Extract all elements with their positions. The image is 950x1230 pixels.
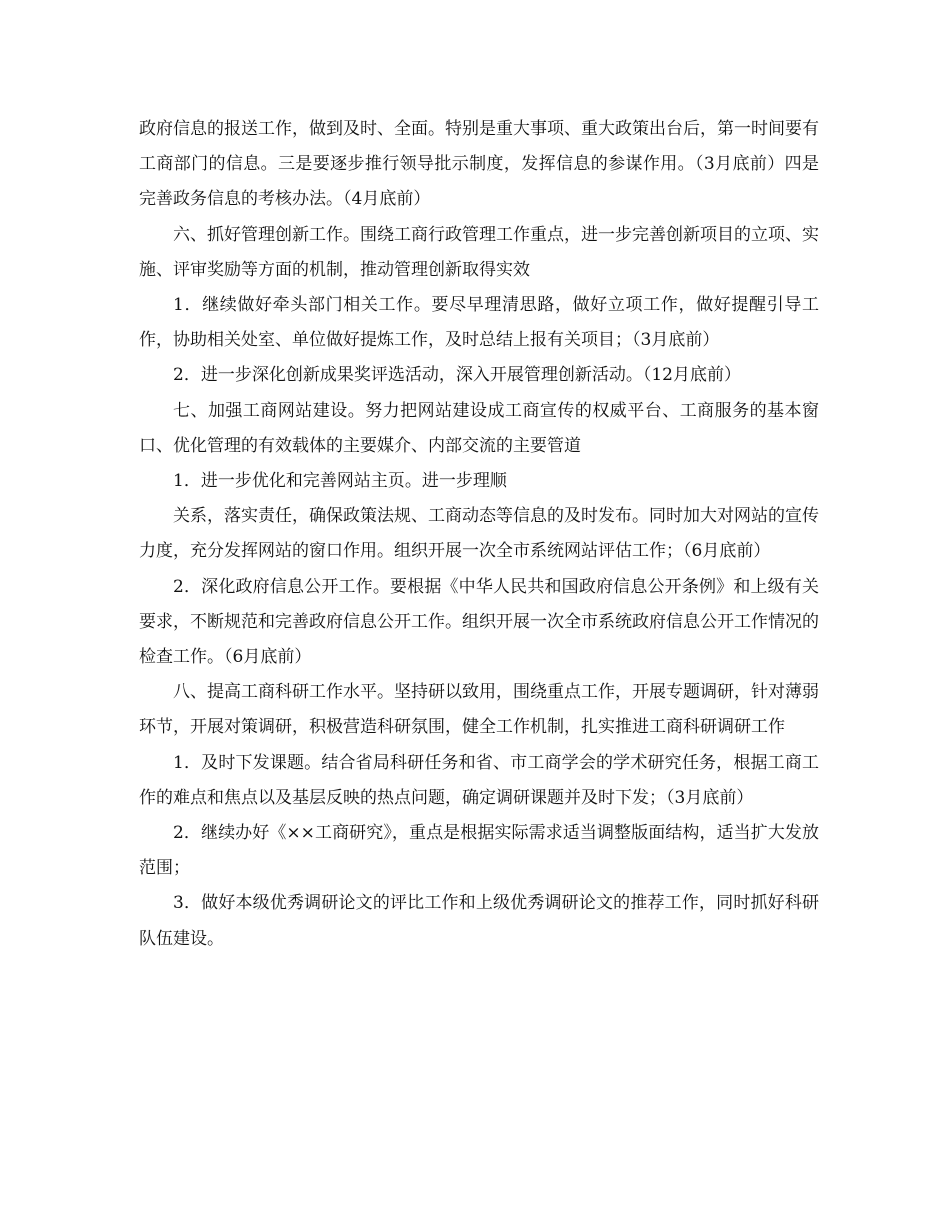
document-body bbox=[139, 112, 819, 957]
paragraph-8: 2．深化政府信息公开工作。要根据《中华人民共和国政府信息公开条例》和上级有关要求，不断规范和完善政府信息公开工作。组织开展一次全市系统政府信息公开工作情况的检查工作。（6月底前） bbox=[139, 576, 819, 668]
paragraph-3: 1．继续做好牵头部门相关工作。要尽早理清思路，做好立项工作，做好提醒引导工作，协助相关处室、单位做好提炼工作，及时总结上报有关项目；（3月底前） bbox=[139, 295, 819, 351]
paragraph-4: 2．进一步深化创新成果奖评选活动，深入开展管理创新活动。（12月底前） bbox=[173, 365, 741, 386]
paragraph-12: 3．做好本级优秀调研论文的评比工作和上级优秀调研论文的推荐工作，同时抓好科研队伍建设。 bbox=[139, 893, 819, 949]
paragraph-10: 1．及时下发课题。结合省局科研任务和省、市工商学会的学术研究任务，根据工商工作的难点和焦点以及基层反映的热点问题，确定调研课题并及时下发；（3月底前） bbox=[139, 752, 819, 808]
paragraph-6: 1．进一步优化和完善网站主页。进一步理顺 bbox=[173, 471, 507, 492]
paragraph-7: 关系，落实责任，确保政策法规、工商动态等信息的及时发布。同时加大对网站的宣传力度，充分发挥网站的窗口作用。组织开展一次全市系统网站评估工作；（6月底前） bbox=[139, 506, 819, 562]
paragraph-1: 政府信息的报送工作，做到及时、全面。特别是重大事项、重大政策出台后，第一时间要有工商部门的信息。三是要逐步推行领导批示制度，发挥信息的参谋作用。（3月底前）四是完善政务信息的考核办法。（4月底前） bbox=[139, 119, 819, 210]
paragraph-11: 2．继续办好《××工商研究》，重点是根据实际需求适当调整版面结构，适当扩大发放范围； bbox=[139, 823, 819, 879]
paragraph-5: 七、加强工商网站建设。努力把网站建设成工商宣传的权威平台、工商服务的基本窗口、优化管理的有效载体的主要媒介、内部交流的主要管道 bbox=[139, 400, 819, 456]
paragraph-9: 八、提高工商科研工作水平。坚持研以致用，围绕重点工作，开展专题调研，针对薄弱环节，开展对策调研，积极营造科研氛围，健全工作机制，扎实推进工商科研调研工作 bbox=[139, 682, 819, 738]
paragraph-2: 六、抓好管理创新工作。围绕工商行政管理工作重点，进一步完善创新项目的立项、实施、评审奖励等方面的机制，推动管理创新取得实效 bbox=[139, 224, 819, 280]
